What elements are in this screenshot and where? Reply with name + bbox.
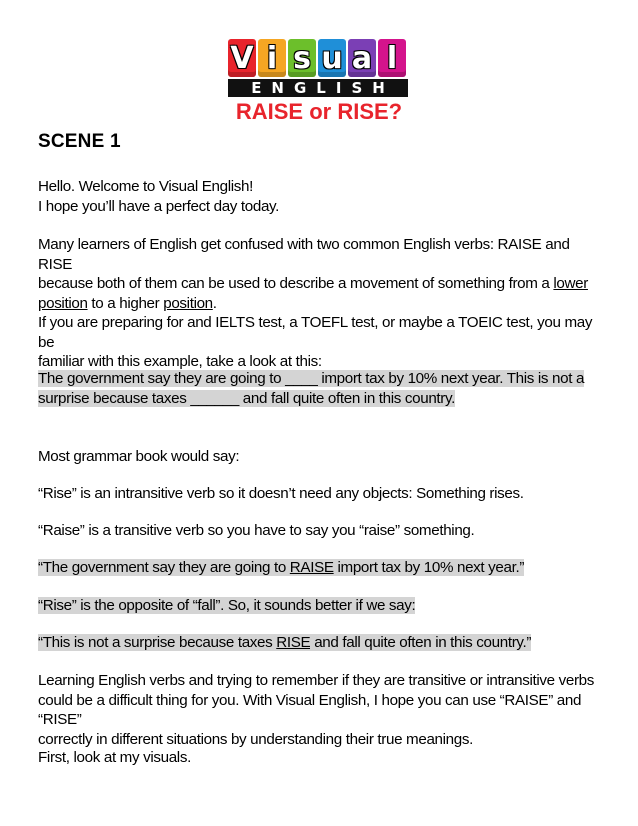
logo-letter-a: a (348, 39, 376, 77)
prep-line-1: If you are preparing for and IELTS test, a TOEFL test, or maybe a TOEIC test, you may be (38, 314, 593, 351)
grammar-line: Most grammar book would say: (38, 448, 240, 465)
logo-letter-row (228, 39, 408, 77)
prep-paragraph (38, 313, 598, 372)
quote-rise-end: and fall quite often in this country.” (310, 634, 532, 651)
learning-line-1: Learning English verbs and trying to remember if they are transitive or intransitive verbs (38, 672, 595, 689)
logo-letter-u: u (318, 39, 346, 77)
greeting-paragraph (38, 177, 598, 216)
intro-line-1: Many learners of English get confused with two common English verbs: RAISE and RISE (38, 236, 570, 273)
quote-raise-paragraph (38, 558, 598, 578)
quote-rise-word: RISE (276, 634, 311, 651)
opposite-line: “Rise” is the opposite of “fall”. So, it sounds better if we say: (38, 597, 416, 614)
example-line-2: surprise because taxes ______ and fall quite often in this country. (38, 389, 455, 407)
example-line-1: The government say they are going to ____ import tax by 10% next year. This is not a (38, 370, 585, 387)
greeting-line-1: Hello. Welcome to Visual English! (38, 178, 253, 195)
quote-raise-end: import tax by 10% next year.” (333, 559, 525, 576)
quote-raise-start: “The government say they are going to (38, 559, 290, 576)
closing-line: First, look at my visuals. (38, 749, 191, 766)
raise-definition: “Raise” is a transitive verb so you have to say you “raise” something. (38, 522, 475, 539)
quote-rise-start: “This is not a surprise because taxes (38, 634, 277, 651)
learning-line-3: correctly in different situations by understanding their true meanings. (38, 730, 473, 748)
intro-line-2: because both of them can be used to describe a movement of something from a (38, 275, 554, 292)
prep-line-2: familiar with this example, take a look at this: (38, 353, 322, 370)
intro-underline-position-1: position (38, 294, 88, 312)
opposite-paragraph (38, 596, 598, 616)
logo-letter-i: i (258, 39, 286, 77)
document-title: RAISE or RISE? (235, 99, 403, 124)
example-paragraph (38, 369, 598, 408)
greeting-line-2: I hope you’ll have a perfect day today. (38, 197, 280, 215)
intro-line-3-end: . (212, 294, 217, 312)
logo-letter-l: l (378, 39, 406, 77)
scene-heading: SCENE 1 (38, 131, 121, 152)
logo-subtitle: ENGLISH (228, 79, 408, 97)
logo-letter-s: s (288, 39, 316, 77)
learning-paragraph (38, 671, 598, 749)
quote-raise-word: RAISE (289, 559, 334, 576)
logo-letter-v: V (228, 39, 256, 77)
intro-paragraph (38, 235, 598, 313)
rise-definition: “Rise” is an intransitive verb so it doesn’t need any objects: Something rises. (38, 485, 524, 502)
learning-line-2: could be a difficult thing for you. With Visual English, I hope you can use “RAISE” and “RISE” (38, 691, 582, 728)
quote-rise-paragraph (38, 633, 598, 653)
intro-underline-lower: lower (553, 275, 588, 292)
intro-underline-position-2: position (163, 294, 213, 312)
intro-line-3: to a higher (87, 294, 164, 312)
document-title-wrap (0, 98, 638, 126)
visual-english-logo (228, 39, 408, 103)
